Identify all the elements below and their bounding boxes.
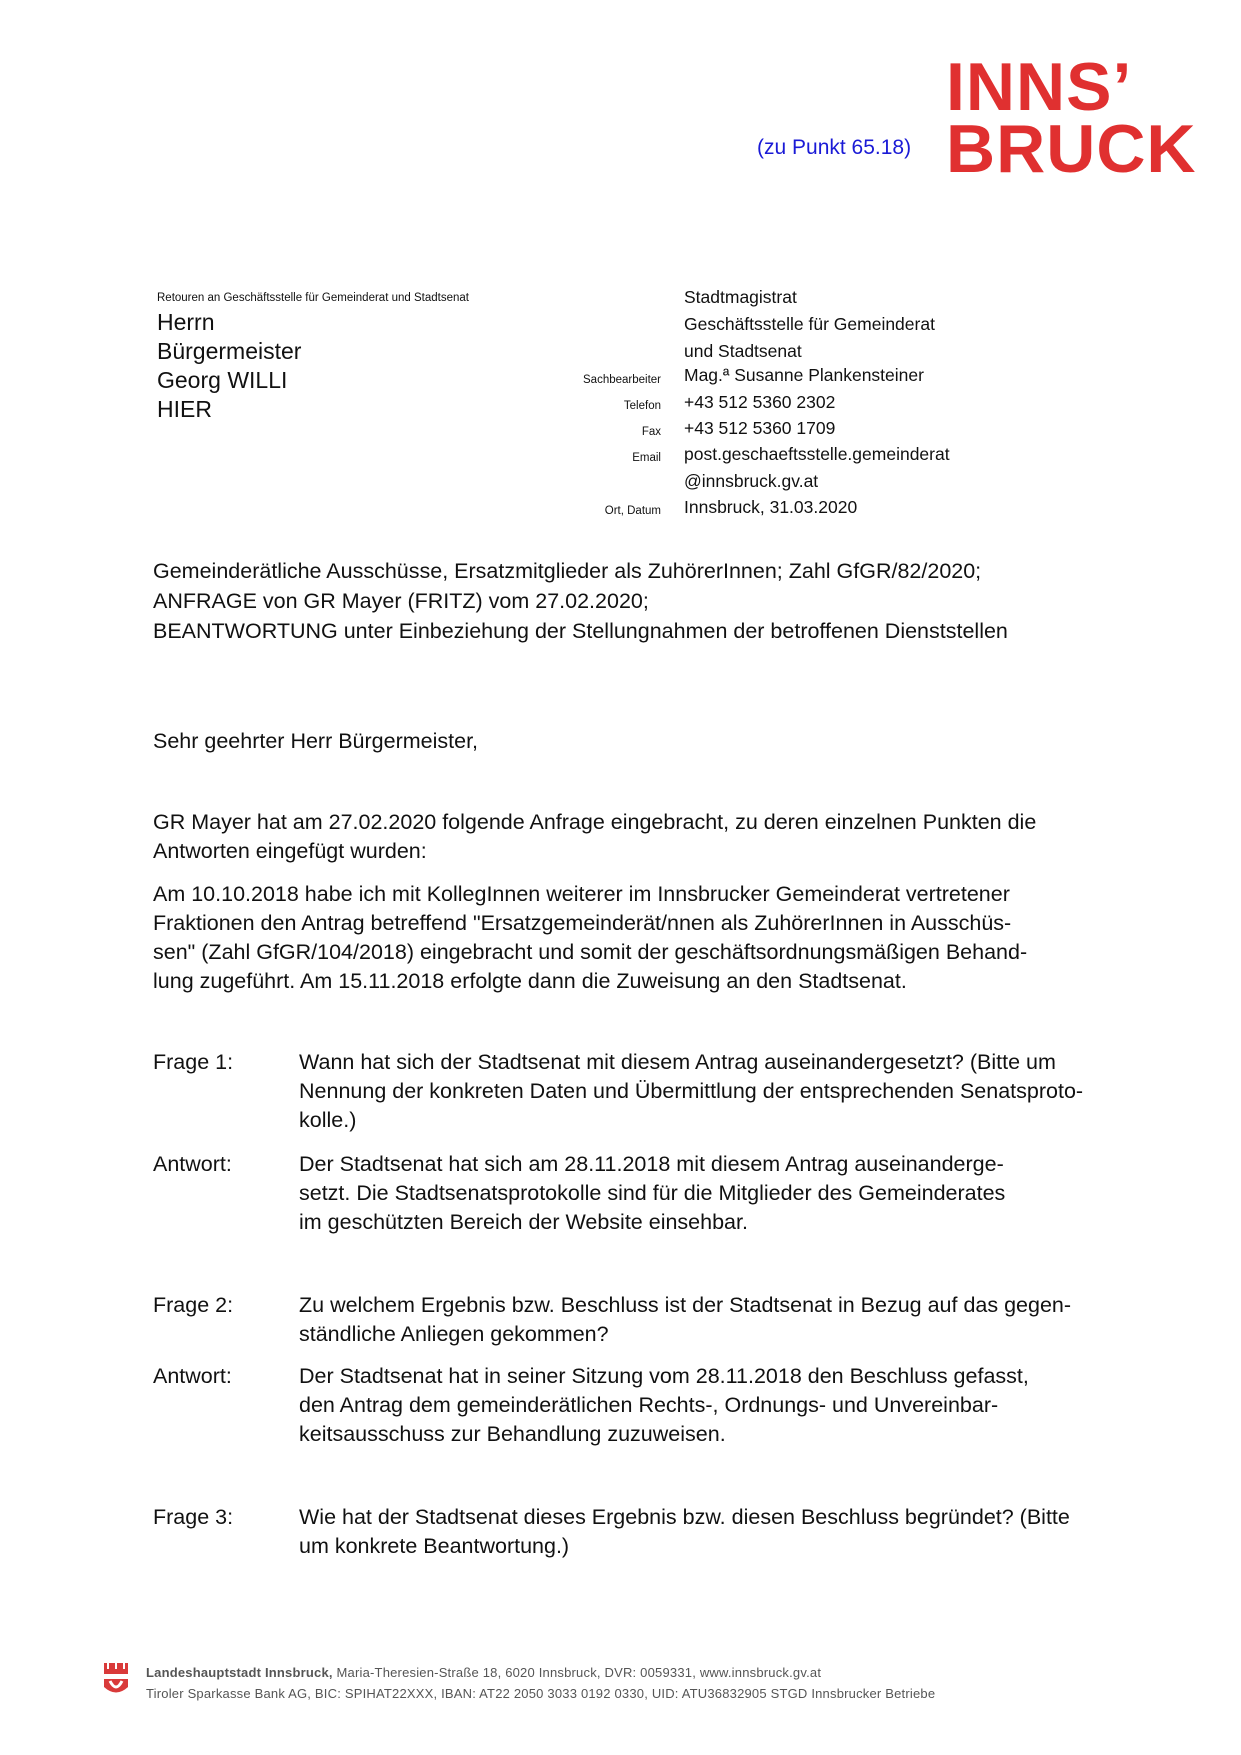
return-note: Retouren an Geschäftsstelle für Gemeinderat und Stadtsenat: [157, 292, 469, 304]
email-label: Email: [632, 452, 661, 464]
question-1-text: [299, 1048, 1139, 1135]
background-line: Fraktionen den Antrag betreffend "Ersatzgemeinderät/nnen als ZuhörerInnen in Ausschüs-: [153, 911, 1012, 935]
subject-line: ANFRAGE von GR Mayer (FRITZ) vom 27.02.2020;: [153, 589, 649, 613]
question-1-label: Frage 1:: [153, 1050, 234, 1074]
question-line: um konkrete Beantwortung.): [299, 1534, 570, 1558]
background-line: Am 10.10.2018 habe ich mit KollegInnen weiterer im Innsbrucker Gemeinderat vertretener: [153, 882, 1010, 906]
question-3-label: Frage 3:: [153, 1505, 234, 1529]
recipient-line: Georg WILLI: [157, 367, 288, 393]
answer-1-label: Antwort:: [153, 1152, 232, 1176]
sender-org-line: Geschäftsstelle für Gemeinderat: [684, 314, 935, 334]
footer-org-name: Landeshauptstadt Innsbruck,: [146, 1665, 333, 1680]
email-value: post.geschaeftsstelle.gemeinderat: [684, 444, 950, 464]
answer-line: Der Stadtsenat hat in seiner Sitzung vom 28.11.2018 den Beschluss gefasst,: [299, 1364, 1029, 1388]
answer-line: Der Stadtsenat hat sich am 28.11.2018 mit diesem Antrag auseinanderge-: [299, 1152, 1004, 1176]
sender-org-line: und Stadtsenat: [684, 341, 802, 361]
date-label: Ort, Datum: [604, 505, 661, 517]
question-2-text: [299, 1291, 1139, 1349]
recipient-line: Herrn: [157, 309, 215, 335]
salutation: Sehr geehrter Herr Bürgermeister,: [153, 729, 479, 753]
clerk-value: Mag.ª Susanne Plankensteiner: [684, 365, 924, 385]
footer-line-2: Tiroler Sparkasse Bank AG, BIC: SPIHAT22XXX, IBAN: AT22 2050 3033 0192 0330, UID: ATU36832905 STGD Innsbrucker Betriebe: [146, 1686, 936, 1701]
answer-1-text: [299, 1150, 1139, 1237]
footer-line-1: [146, 1665, 821, 1680]
answer-line: keitsausschuss zur Behandlung zuzuweisen.: [299, 1422, 726, 1446]
intro-line: GR Mayer hat am 27.02.2020 folgende Anfrage eingebracht, zu deren einzelnen Punkten die: [153, 810, 1037, 834]
sender-organization: [684, 284, 935, 365]
answer-2-label: Antwort:: [153, 1364, 232, 1388]
recipient-line: Bürgermeister: [157, 338, 302, 364]
answer-line: im geschützten Bereich der Website einsehbar.: [299, 1210, 748, 1234]
phone-value: +43 512 5360 2302: [684, 392, 836, 412]
background-line: sen" (Zahl GfGR/104/2018) eingebracht und somit der geschäftsordnungsmäßigen Behand-: [153, 940, 1028, 964]
fax-value: +43 512 5360 1709: [684, 418, 836, 438]
subject-line: BEANTWORTUNG unter Einbeziehung der Stellungnahmen der betroffenen Dienststellen: [153, 619, 1008, 643]
email-value-continued: @innsbruck.gv.at: [684, 471, 819, 491]
question-2-label: Frage 2:: [153, 1293, 234, 1317]
question-line: Nennung der konkreten Daten und Übermittlung der entsprechenden Senatsproto-: [299, 1079, 1084, 1103]
question-line: Wie hat der Stadtsenat dieses Ergebnis bzw. diesen Beschluss begründet? (Bitte: [299, 1505, 1070, 1529]
answer-2-text: [299, 1362, 1139, 1449]
answer-line: setzt. Die Stadtsenatsprotokolle sind für die Mitglieder des Gemeinderates: [299, 1181, 1006, 1205]
subject: [153, 556, 1008, 646]
sender-org-line: Stadtmagistrat: [684, 287, 797, 307]
answer-line: den Antrag dem gemeinderätlichen Rechts-, Ordnungs- und Unvereinbar-: [299, 1393, 999, 1417]
question-line: Wann hat sich der Stadtsenat mit diesem Antrag auseinandergesetzt? (Bitte um: [299, 1050, 1056, 1074]
subject-line: Gemeinderätliche Ausschüsse, Ersatzmitglieder als ZuhörerInnen; Zahl GfGR/82/2020;: [153, 559, 982, 583]
intro-line: Antworten eingefügt wurden:: [153, 839, 427, 863]
innsbruck-logo: [946, 49, 1197, 187]
question-line: Zu welchem Ergebnis bzw. Beschluss ist der Stadtsenat in Bezug auf das gegen-: [299, 1293, 1072, 1317]
date-value: Innsbruck, 31.03.2020: [684, 497, 858, 517]
intro-paragraph: [153, 808, 1133, 866]
footer-address: Maria-Theresien-Straße 18, 6020 Innsbruck, DVR: 0059331, www.innsbruck.gv.at: [332, 1665, 822, 1680]
background-line: lung zugeführt. Am 15.11.2018 erfolgte dann die Zuweisung an den Stadtsenat.: [153, 969, 907, 993]
question-line: kolle.): [299, 1108, 357, 1132]
clerk-label: Sachbearbeiter: [583, 374, 661, 386]
background-paragraph: [153, 880, 1133, 996]
logo-line-2: BRUCK: [946, 111, 1197, 187]
innsbruck-coat-of-arms-icon: [103, 1662, 129, 1698]
logo-line-1: INNS’: [946, 49, 1133, 125]
recipient-line: HIER: [157, 396, 212, 422]
question-line: ständliche Anliegen gekommen?: [299, 1322, 609, 1346]
recipient-address: [157, 308, 301, 424]
question-3-text: [299, 1503, 1139, 1561]
fax-label: Fax: [641, 426, 661, 438]
phone-label: Telefon: [623, 400, 661, 412]
reference-note: (zu Punkt 65.18): [757, 136, 912, 159]
